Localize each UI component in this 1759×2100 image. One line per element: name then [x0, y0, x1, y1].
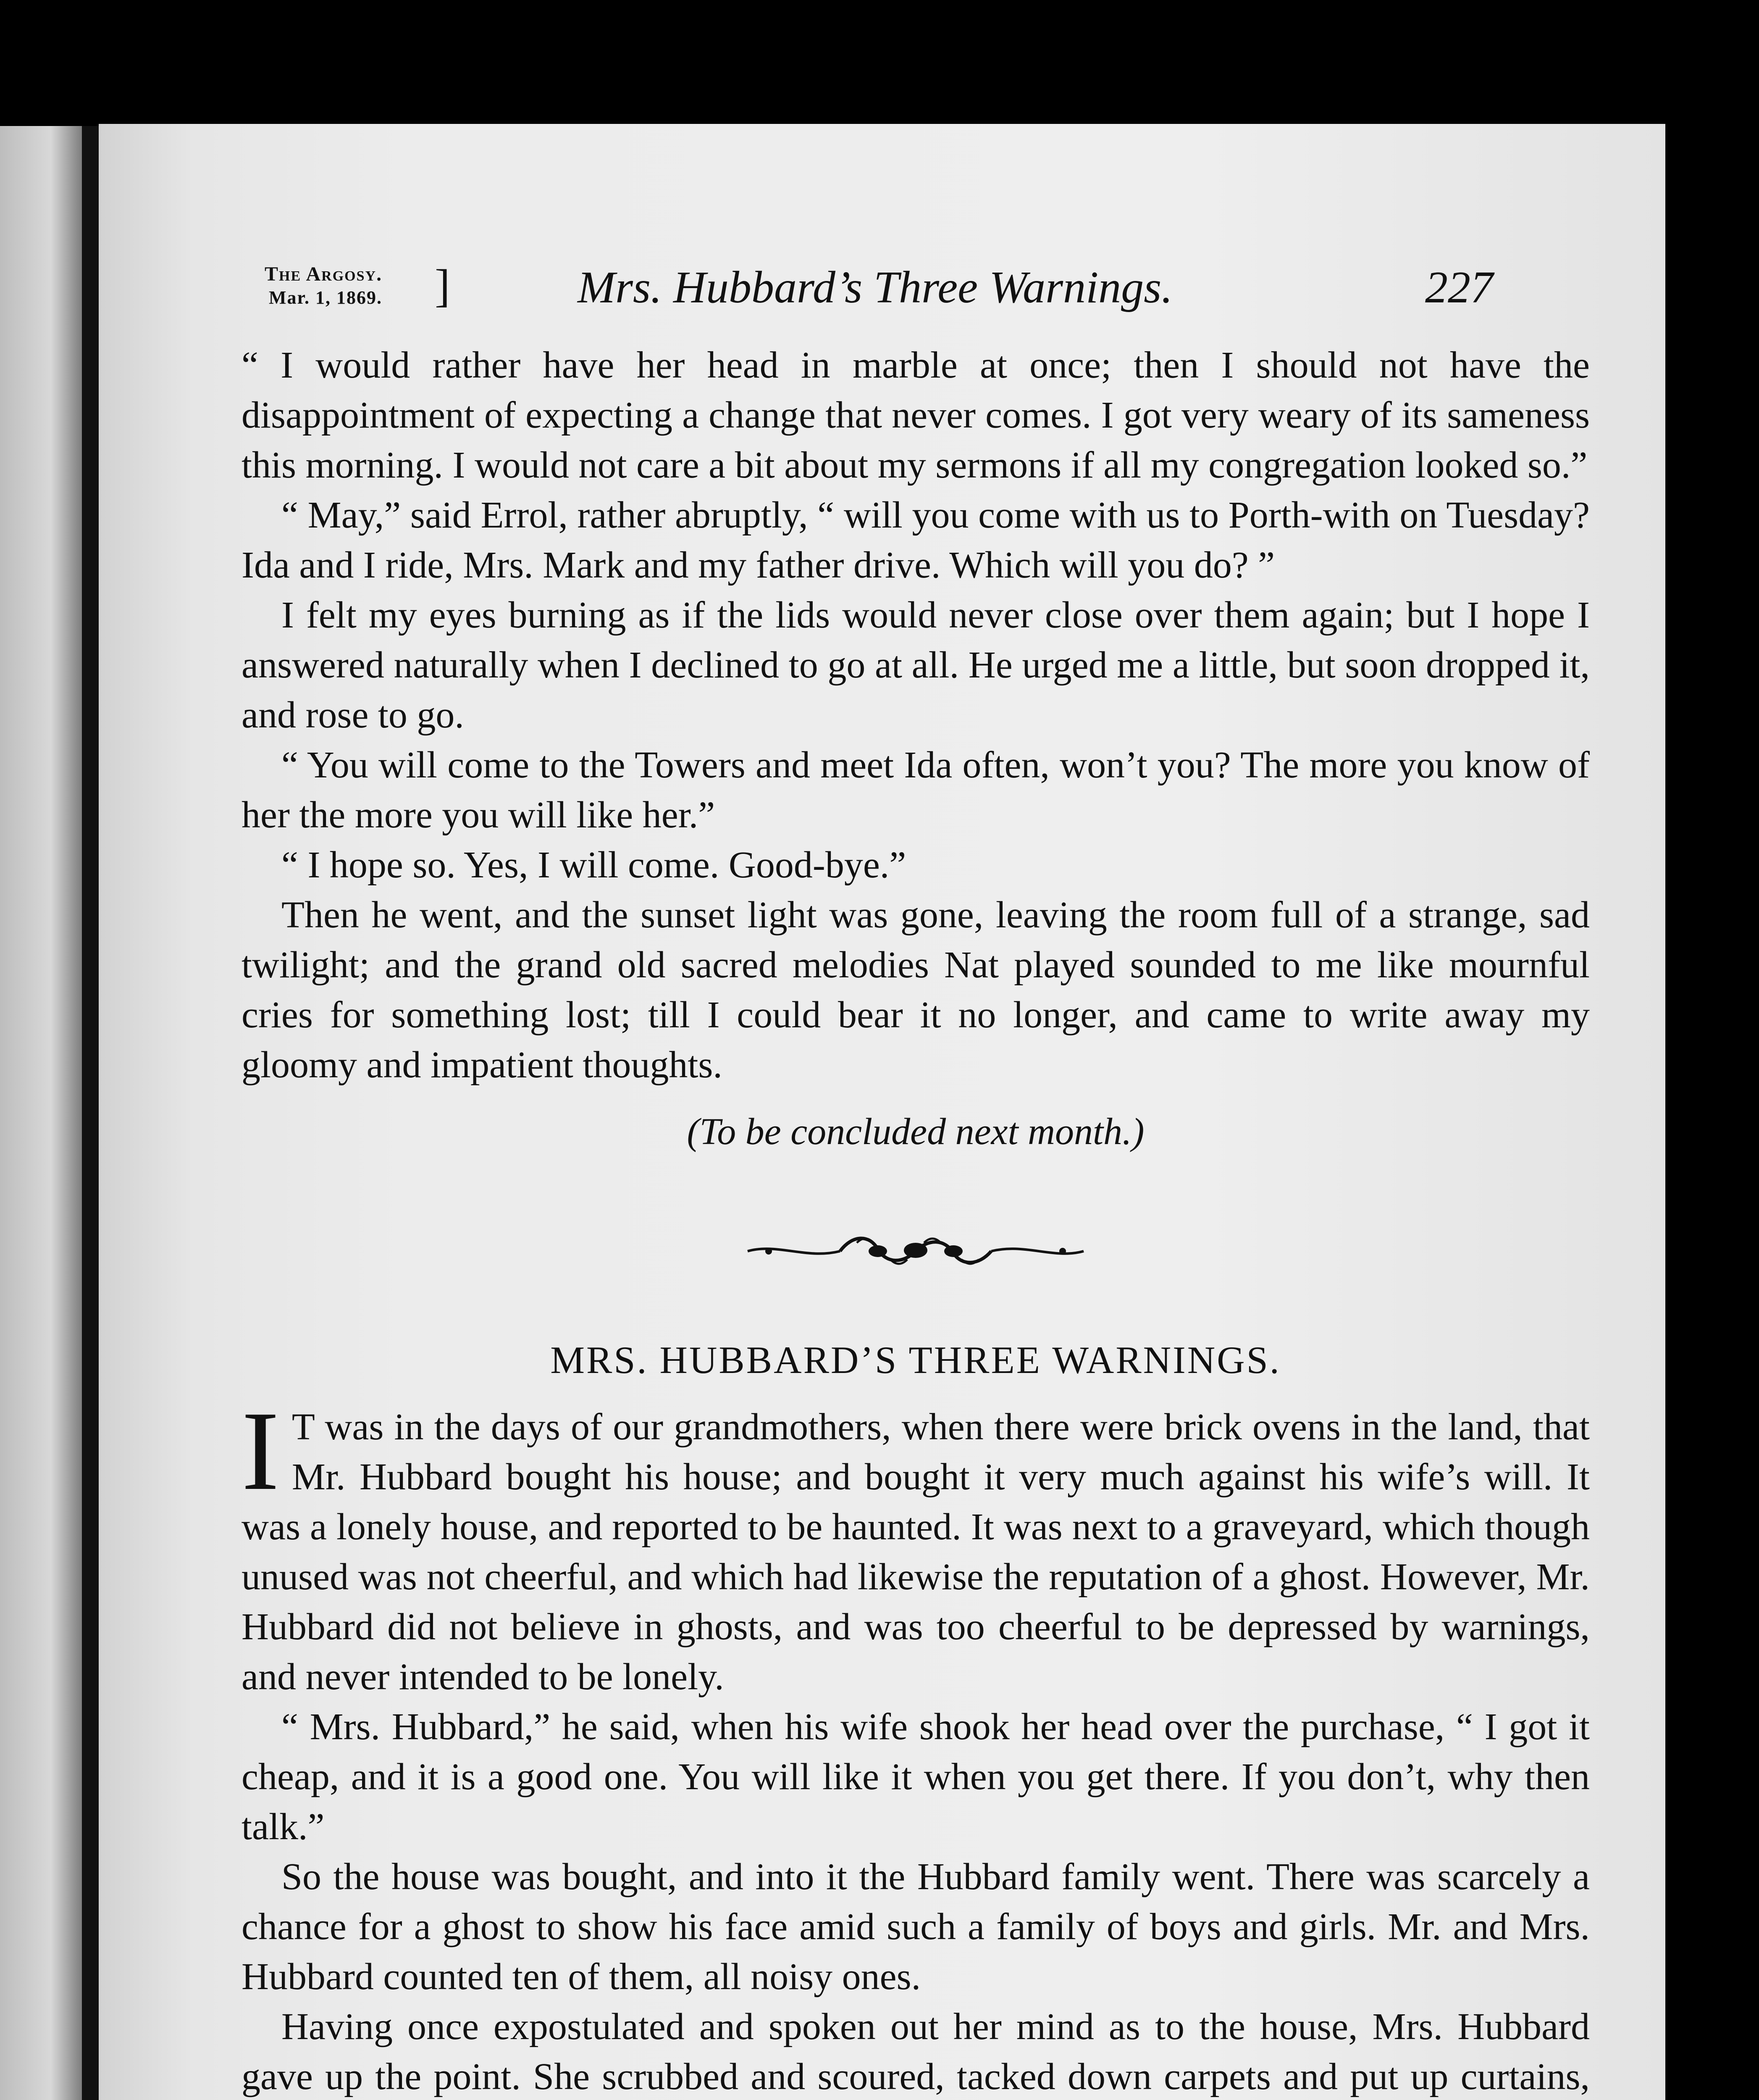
paragraph: “ I would rather have her head in marble at once; then I should not have the disappointment of expecting a change that never comes. I got very weary of its sameness this morning. I would not care a bit about my sermons if all my congregation looked so.”: [242, 344, 1590, 486]
citation-bracket: ]: [435, 260, 450, 311]
to-be-concluded-note: (To be concluded next month.): [687, 1111, 1145, 1152]
facing-page-edge: [0, 126, 92, 2100]
paragraph: “ May,” said Errol, rather abruptly, “ will you come with us to Porth-with on Tuesday? Ida and I ride, Mrs. Mark and my father drive. Which will you do? ”: [242, 494, 1590, 586]
page-number: 227: [1425, 262, 1493, 312]
paragraph: “ I hope so. Yes, I will come. Good-bye.”: [281, 844, 906, 886]
paragraph: “ You will come to the Towers and meet Ida often, won’t you? The more you know of her the more you will like her.”: [242, 744, 1590, 836]
article-title: MRS. HUBBARD’S THREE WARNINGS.: [550, 1339, 1281, 1381]
paragraph: “ Mrs. Hubbard,” he said, when his wife shook her head over the purchase, “ I got it cheap, and it is a good one. You will like it when you get there. If you don’t, why then talk.”: [242, 1706, 1590, 1848]
first-paragraph-text: T was in the days of our grandmothers, when there were brick ovens in the land, that Mr. Hubbard bought his house; and bought it very much against his wife’s will. It was a lonely house, and reported to be haunted. It was next to a graveyard, which though unused was not cheerful, and which had likewise the reputation of a ghost. However, Mr. Hubbard did not believe in ghosts, and was too cheerful to be depressed by warnings, and never intended to be lonely.: [242, 1406, 1590, 1698]
page-body: [242, 340, 1590, 2100]
running-title: Mrs. Hubbard’s Three Warnings.: [578, 262, 1173, 312]
book-page: [99, 124, 1665, 2100]
decorative-flourish-divider: [743, 1230, 1088, 1272]
paragraph: Then he went, and the sunset light was gone, leaving the room full of a strange, sad twilight; and the grand old sacred melodies Nat played sounded to me like mournful cries for something lost; till I could bear it no longer, and came to write away my gloomy and impatient thoughts.: [242, 894, 1590, 1086]
page-header: [99, 262, 1665, 338]
source-magazine: The Argosy.: [265, 263, 383, 285]
paragraph: So the house was bought, and into it the Hubbard family went. There was scarcely a chance for a ghost to show his face amid such a family of boys and girls. Mr. and Mrs. Hubbard counted ten of them, all noisy ones.: [242, 1856, 1590, 1998]
source-citation: [265, 262, 382, 310]
source-date: Mar. 1, 1869.: [269, 287, 383, 308]
paragraph: I felt my eyes burning as if the lids would never close over them again; but I hope I answered naturally when I declined to go at all. He urged me a little, but soon dropped it, and rose to go.: [242, 594, 1590, 736]
first-paragraph: [242, 1388, 1590, 1702]
paragraph: Having once expostulated and spoken out her mind as to the house, Mrs. Hubbard gave up the point. She scrubbed and scoured, tacked down carpets and put up curtains,: [242, 2006, 1590, 2097]
drop-cap: I: [242, 1388, 279, 1514]
book-spine: [82, 126, 99, 2100]
